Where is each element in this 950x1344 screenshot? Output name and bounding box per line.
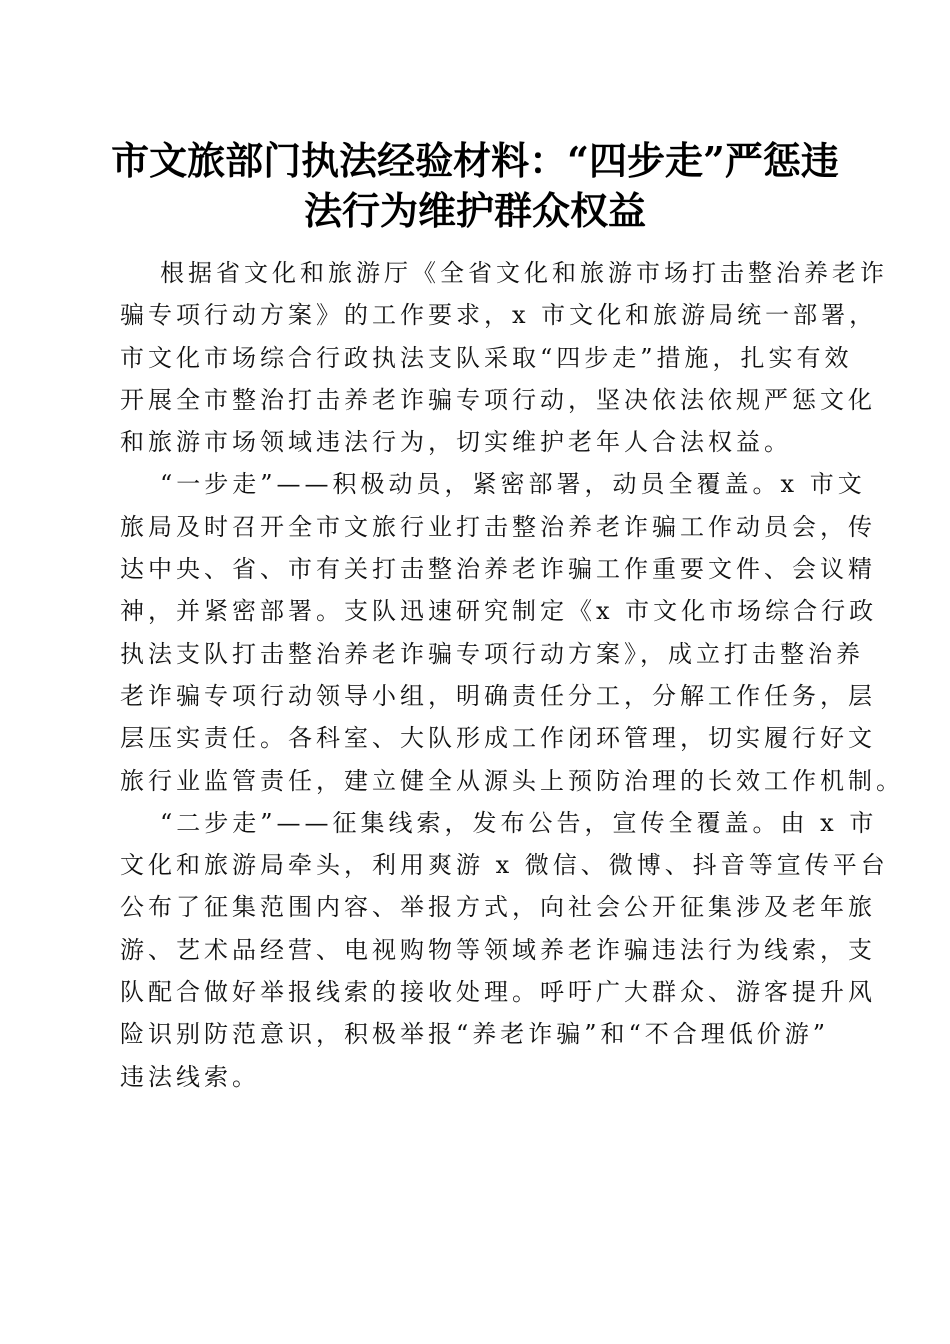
- document-title: [100, 136, 850, 236]
- text-line: 根据省文化和旅游厅《全省文化和旅游市场打击整治养老诈: [160, 259, 888, 287]
- text-line: 老诈骗专项行动领导小组，明确责任分工，分解工作任务，层: [120, 681, 876, 710]
- text-line: 旅局及时召开全市文旅行业打击整治养老诈骗工作动员会，传: [120, 512, 876, 541]
- text-line: 层压实责任。各科室、大队形成工作闭环管理，切实履行好文: [120, 724, 876, 753]
- text-line: 公布了征集范围内容、举报方式，向社会公开征集涉及老年旅: [120, 893, 876, 922]
- text-line: 神，并紧密部署。支队迅速研究制定《x 市文化市场综合行政: [120, 597, 878, 626]
- text-line: 执法支队打击整治养老诈骗专项行动方案》，成立打击整治养: [120, 639, 864, 668]
- text-line: 旅行业监管责任，建立健全从源头上预防治理的长效工作机制。: [120, 766, 904, 795]
- document-body: [120, 252, 904, 1098]
- text-line: 文化和旅游局牵头，利用爽游 x 微信、微博、抖音等宣传平台: [120, 851, 889, 880]
- paragraph-intro: [120, 252, 888, 463]
- text-line: 市文化市场综合行政执法支队采取“四步走”措施，扎实有效: [120, 343, 853, 372]
- paragraph-step-one: [120, 463, 904, 801]
- text-line: “一步走”——积极动员，紧密部署，动员全覆盖。x 市文: [160, 470, 866, 499]
- text-line: “二步走”——征集线索，发布公告，宣传全覆盖。由 x 市: [160, 808, 878, 837]
- text-line: 达中央、省、市有关打击整治养老诈骗工作重要文件、会议精: [120, 555, 876, 584]
- text-line: 骗专项行动方案》的工作要求，x 市文化和旅游局统一部署，: [120, 301, 878, 330]
- text-line: 险识别防范意识，积极举报“养老诈骗”和“不合理低价游”: [120, 1020, 830, 1049]
- text-line: 开展全市整治打击养老诈骗专项行动，坚决依法依规严惩文化: [120, 385, 876, 414]
- text-line: 游、艺术品经营、电视购物等领域养老诈骗违法行为线索，支: [120, 935, 876, 964]
- text-line: 和旅游市场领域违法行为，切实维护老年人合法权益。: [120, 428, 792, 457]
- text-line: 队配合做好举报线索的接收处理。呼吁广大群众、游客提升风: [120, 978, 876, 1007]
- text-line: 违法线索。: [120, 1062, 260, 1091]
- title-line-2: 法行为维护群众权益: [303, 188, 646, 233]
- title-line-1: 市文旅部门执法经验材料：“四步走”严惩违: [111, 138, 839, 183]
- paragraph-step-two: [120, 802, 889, 1098]
